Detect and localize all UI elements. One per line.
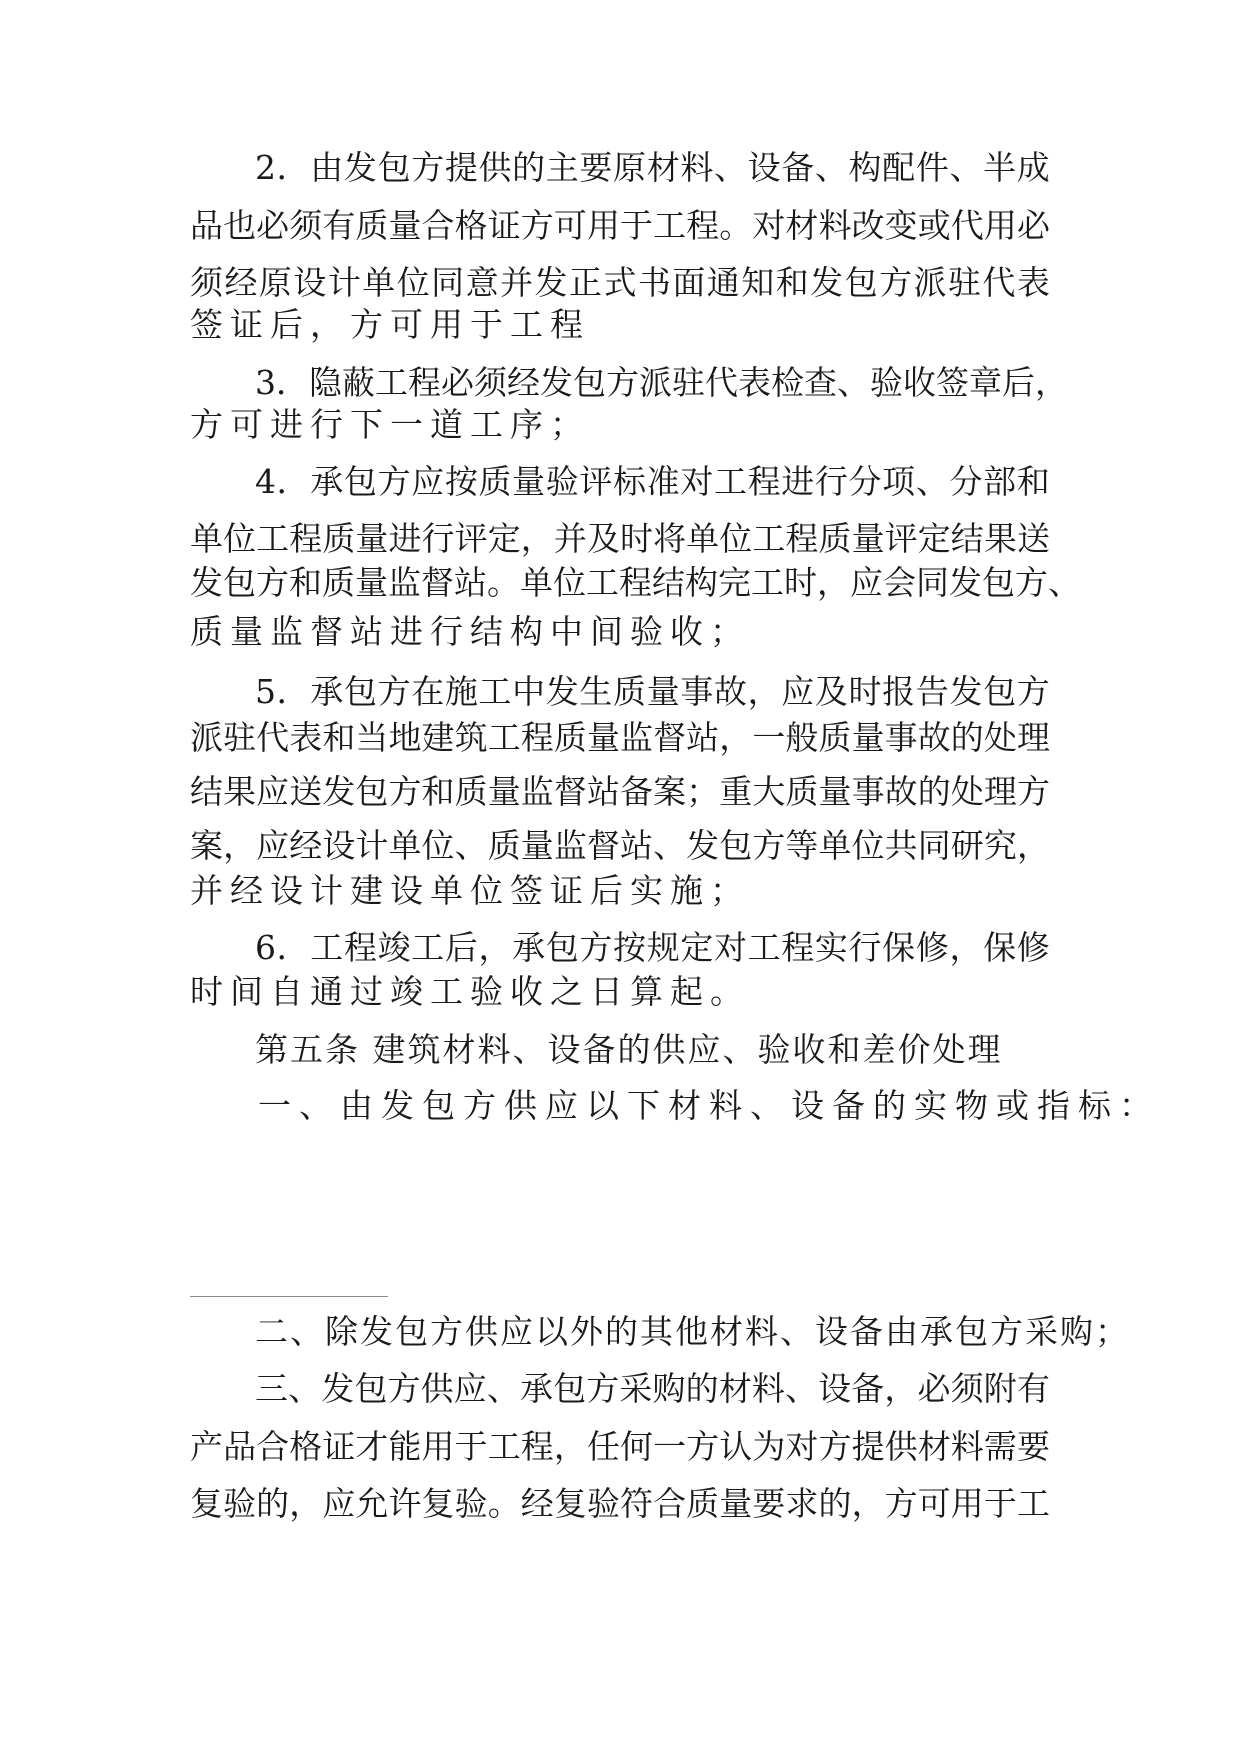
clause-4-line-2: 单 位 工 程 质 量 进 行 评 定 ， 并 及 时 将 单 位 工 程 质 量 评 定 结 果 送 [190,519,1050,558]
clause-5-line-3: 结 果 应 送 发 包 方 和 质 量 监 督 站 备 案 ； 重 大 质 量 事 故 的 处 理 方 [190,772,1050,811]
clause-2-line-3: 须 经 原 设 计 单 位 同 意 并 发 正 式 书 面 通 知 和 发 包 方 派 驻 代 表 [190,263,1050,302]
clause-4-line-3: 发 包 方 和 质 量 监 督 站 。 单 位 工 程 结 构 完 工 时 ， 应 会 同 发 包 方 、 [190,563,1081,602]
clause-4-line-1: 4 ． 承 包 方 应 按 质 量 验 评 标 准 对 工 程 进 行 分 项 、 分 部 和 [255,462,1050,501]
clause-6-line-2: 时间自通过竣工验收之日算起。 [190,972,750,1011]
item-3-line-2: 产 品 合 格 证 才 能 用 于 工 程 ， 任 何 一 方 认 为 对 方 提 供 材 料 需 要 [190,1427,1050,1466]
article-5-heading: 第五条 建筑材料、设备的供应、验收和差价处理 [255,1030,1003,1069]
clause-5-line-1: 5 ． 承 包 方 在 施 工 中 发 生 质 量 事 故 ， 应 及 时 报 告 发 包 方 [255,672,1050,711]
footnote-separator [190,1296,388,1297]
clause-5-line-2: 派 驻 代 表 和 当 地 建 筑 工 程 质 量 监 督 站 ， 一 般 质 量 事 故 的 处 理 [190,718,1050,757]
clause-2-line-1: 2 ． 由 发 包 方 提 供 的 主 要 原 材 料 、 设 备 、 构 配 件 、 半 成 [255,148,1050,187]
clause-5-line-5: 并经设计建设单位签证后实施； [190,871,750,910]
item-1-line-1: 一、由发包方供应以下材料、设备的实物或指标： [258,1086,1160,1125]
clause-2-line-2: 品 也 必 须 有 质 量 合 格 证 方 可 用 于 工 程 。 对 材 料 改 变 或 代 用 必 [190,206,1050,245]
clause-2-line-4: 签证后，方可用于工程 [190,305,590,344]
clause-3-line-1: 3 ． 隐 蔽 工 程 必 须 经 发 包 方 派 驻 代 表 检 查 、 验 收 签 章 后 ， [255,363,1068,402]
clause-6-line-1: 6 ． 工 程 竣 工 后 ， 承 包 方 按 规 定 对 工 程 实 行 保 修 ， 保 修 [255,928,1050,967]
clause-5-line-4: 案 ， 应 经 设 计 单 位 、 质 量 监 督 站 、 发 包 方 等 单 位 共 同 研 究 ， [190,826,1050,865]
clause-4-line-4: 质量监督站进行结构中间验收； [190,612,750,651]
clause-3-line-2: 方可进行下一道工序； [190,405,590,444]
item-3-line-1: 三 、 发 包 方 供 应 、 承 包 方 采 购 的 材 料 、 设 备 ， 必 须 附 有 [255,1369,1050,1408]
item-3-line-3: 复 验 的 ， 应 允 许 复 验 。 经 复 验 符 合 质 量 要 求 的 ， 方 可 用 于 工 [190,1484,1050,1523]
item-2-line-1: 二、除发包方供应以外的其他材料、设备由承包方采购； [255,1312,1130,1351]
